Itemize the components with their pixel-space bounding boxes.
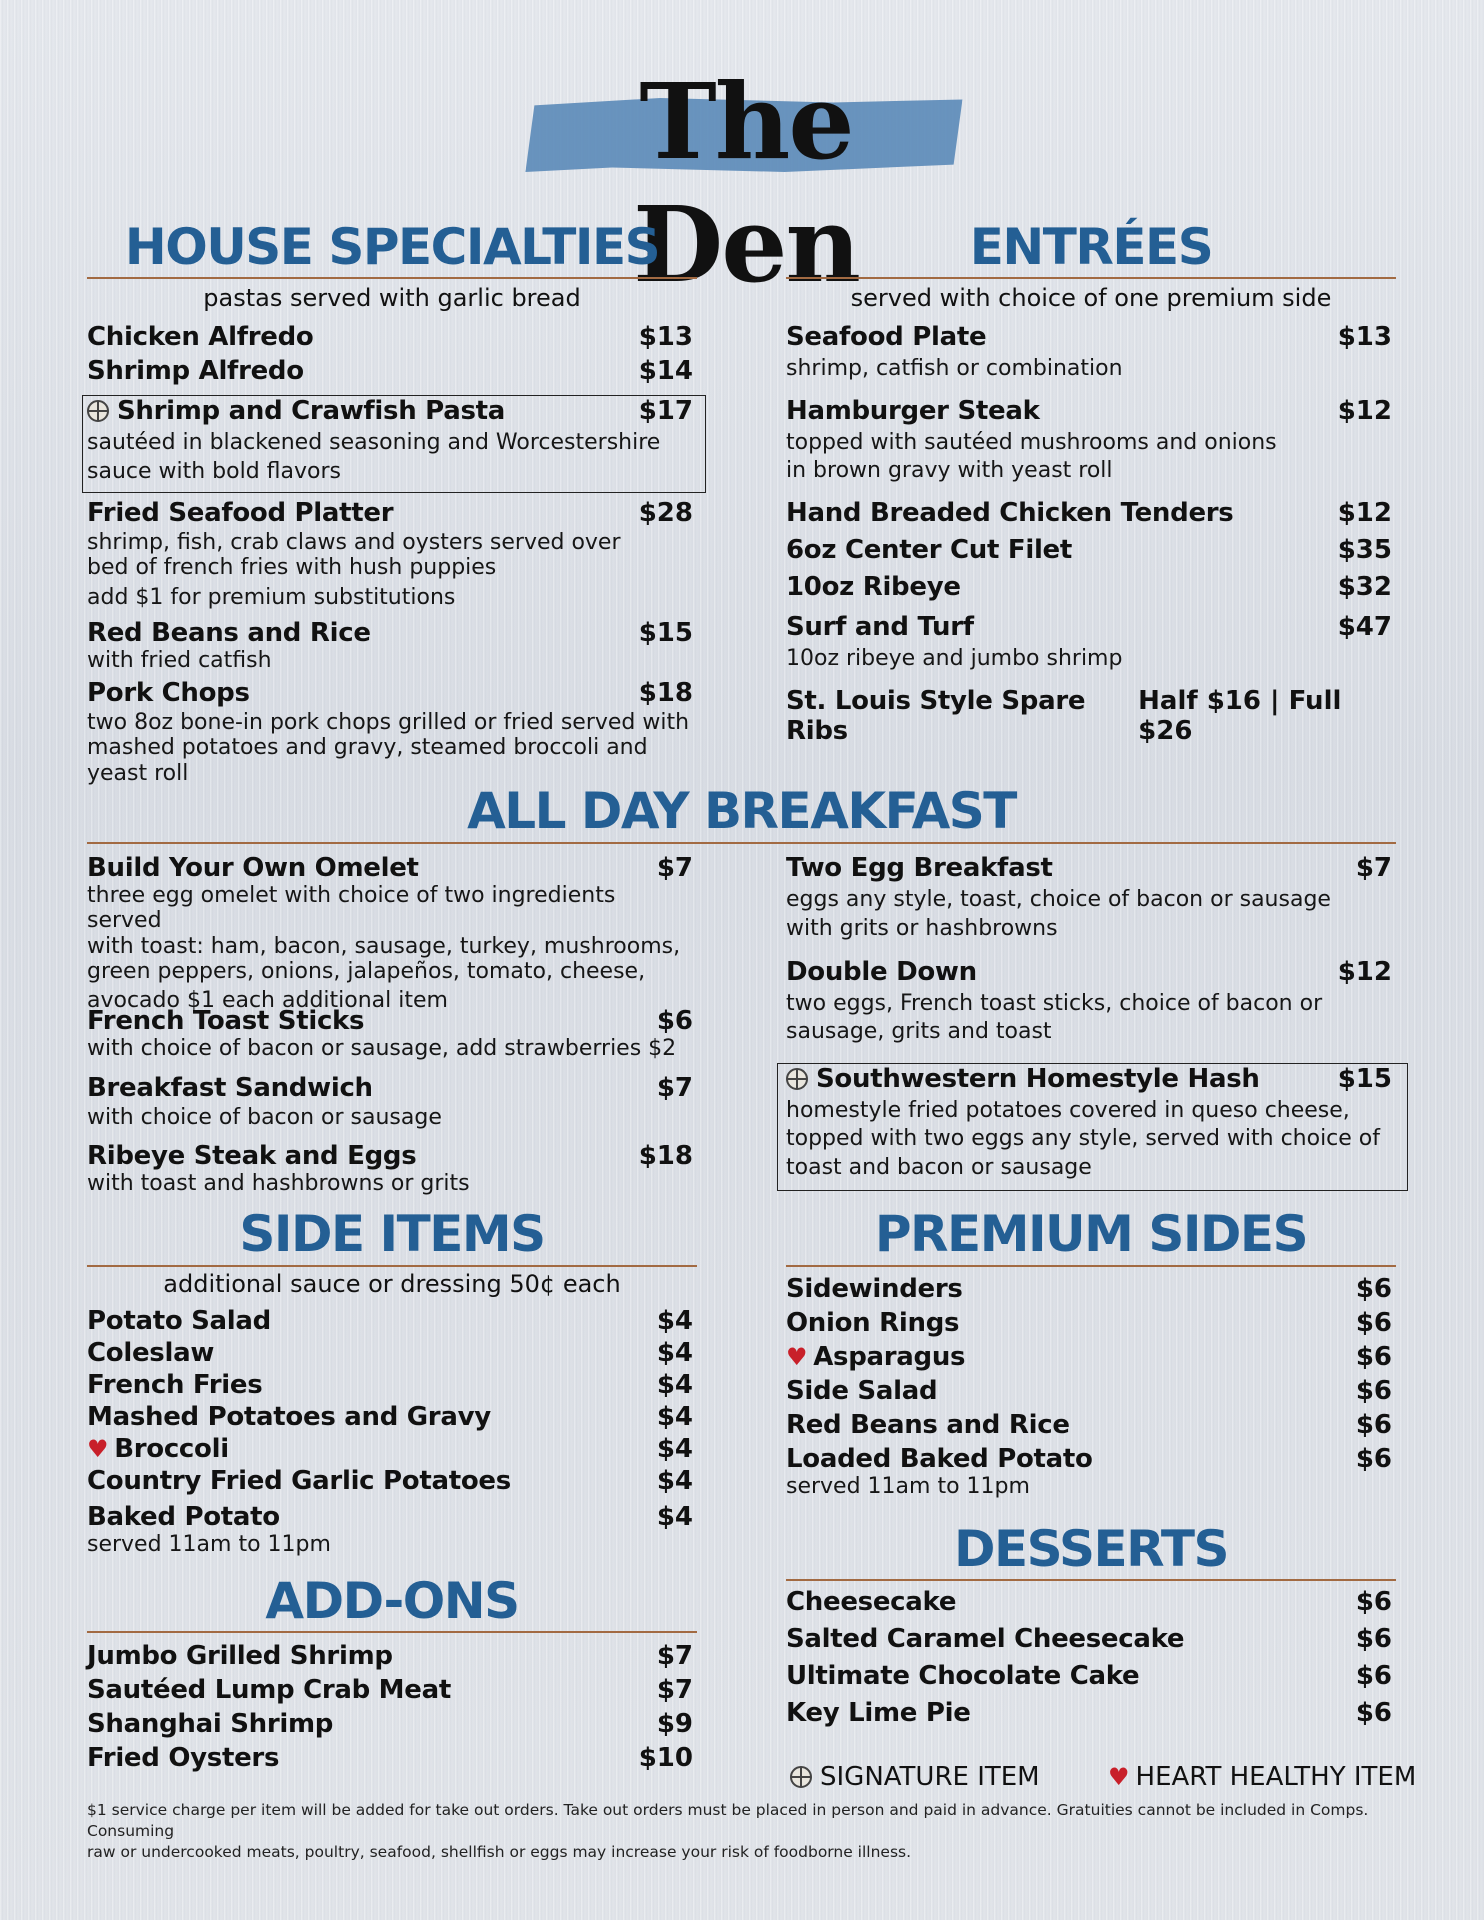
item-price: $12 <box>1337 396 1392 426</box>
legend-heart-healthy-label: HEART HEALTHY ITEM <box>1135 1762 1417 1792</box>
item-name: Side Salad <box>786 1376 938 1406</box>
item-description: three egg omelet with choice of two ingredients served <box>87 883 616 934</box>
item-name: Coleslaw <box>87 1338 215 1368</box>
menu-item <box>786 853 1392 942</box>
legend-signature <box>790 1762 1040 1792</box>
premium-sides-list <box>786 1274 1392 1499</box>
item-name: Two Egg Breakfast <box>786 853 1053 883</box>
item-price: $15 <box>1337 1064 1392 1094</box>
section-rule <box>87 1265 697 1267</box>
item-name: Key Lime Pie <box>786 1698 971 1728</box>
list-item <box>87 1402 693 1434</box>
item-name: Hamburger Steak <box>786 396 1040 426</box>
item-price: $6 <box>1355 1624 1392 1654</box>
item-description: shrimp, fish, crab claws and oysters served over <box>87 530 621 555</box>
item-name: Baked Potato <box>87 1502 280 1532</box>
menu-item <box>87 1073 693 1130</box>
item-price: $7 <box>656 853 693 883</box>
item-price: $7 <box>656 1675 693 1705</box>
item-description: with toast: ham, bacon, sausage, turkey, mushrooms, <box>87 933 681 959</box>
item-description: bed of french fries with hush puppies <box>87 555 497 581</box>
item-price: $12 <box>1337 957 1392 987</box>
section-rule <box>786 1265 1396 1267</box>
item-price: $47 <box>1337 612 1392 642</box>
item-name: Salted Caramel Cheesecake <box>786 1624 1185 1654</box>
section-rule <box>786 1579 1396 1581</box>
desserts-heading: DESSERTS <box>954 1520 1228 1578</box>
menu-item <box>87 1006 693 1061</box>
item-price: Half $16 | Full $26 <box>1138 686 1342 746</box>
item-name: Fried Seafood Platter <box>87 498 394 528</box>
item-price: $12 <box>1337 498 1392 528</box>
menu-item <box>786 535 1392 565</box>
menu-item <box>786 322 1392 381</box>
list-item <box>87 1434 693 1466</box>
item-description: 10oz ribeye and jumbo shrimp <box>786 646 1123 671</box>
item-name: Build Your Own Omelet <box>87 853 419 883</box>
item-price: $4 <box>656 1402 693 1432</box>
list-item <box>786 1587 1392 1624</box>
item-price: $4 <box>656 1306 693 1336</box>
item-name: Sidewinders <box>786 1274 963 1304</box>
item-price: $7 <box>656 1073 693 1103</box>
list-item <box>786 1342 1392 1376</box>
breakfast-heading: ALL DAY BREAKFAST <box>467 782 1016 840</box>
item-description: avocado $1 each additional item <box>87 988 448 1014</box>
list-item <box>786 1698 1392 1735</box>
item-price: $6 <box>1355 1587 1392 1617</box>
entrees-subtitle: served with choice of one premium side <box>850 284 1332 312</box>
menu-item <box>786 396 1392 484</box>
menu-item <box>786 498 1392 528</box>
item-price: $32 <box>1337 572 1392 602</box>
item-description: with fried catfish <box>87 648 272 673</box>
item-description: shrimp, catfish or combination <box>786 356 1123 381</box>
section-rule <box>87 842 1396 844</box>
item-name: Breakfast Sandwich <box>87 1073 373 1103</box>
add-ons-list <box>87 1641 693 1777</box>
list-item <box>87 1306 693 1338</box>
item-name: Ultimate Chocolate Cake <box>786 1661 1140 1691</box>
menu-item <box>87 322 693 352</box>
item-price: $4 <box>656 1370 693 1400</box>
item-name: Red Beans and Rice <box>87 618 371 648</box>
item-price: $10 <box>638 1743 693 1773</box>
item-name: Seafood Plate <box>786 322 987 352</box>
list-item <box>87 1675 693 1709</box>
menu-item <box>87 498 693 610</box>
logo-text: The Den <box>633 60 859 306</box>
item-name: Shrimp and Crawfish Pasta <box>117 396 506 426</box>
item-price: $6 <box>1355 1444 1392 1474</box>
menu-item <box>87 1141 693 1196</box>
item-description: green peppers, onions, jalapeños, tomato, cheese, <box>87 958 646 984</box>
list-item <box>87 1641 693 1675</box>
item-name: Cheesecake <box>786 1587 957 1617</box>
heart-icon: ♥ <box>1108 1763 1130 1791</box>
item-price: $4 <box>656 1502 693 1532</box>
item-price: $14 <box>638 356 693 386</box>
item-description: served 11am to 11pm <box>786 1474 1030 1499</box>
item-name: French Fries <box>87 1370 263 1400</box>
item-name: Pork Chops <box>87 678 250 708</box>
item-name: Surf and Turf <box>786 612 974 642</box>
add-ons-heading: ADD-ONS <box>265 1572 519 1630</box>
list-item <box>786 1410 1392 1444</box>
section-rule <box>87 1631 697 1633</box>
menu-item <box>87 678 693 786</box>
footer-line: $1 service charge per item will be added for take out orders. Take out orders must be placed in person and paid in advance. Gratuities cannot be included in Comps. Consuming <box>87 1801 1369 1840</box>
logo <box>526 40 966 306</box>
item-name: Ribeye Steak and Eggs <box>87 1141 417 1171</box>
section-rule <box>87 277 697 279</box>
item-price: $4 <box>656 1434 693 1464</box>
list-item <box>786 1376 1392 1410</box>
item-name: French Toast Sticks <box>87 1006 365 1036</box>
premium-sides-heading: PREMIUM SIDES <box>874 1205 1308 1263</box>
item-price: $13 <box>638 322 693 352</box>
list-item <box>87 1502 693 1532</box>
item-price: $6 <box>1355 1698 1392 1728</box>
item-name: Fried Oysters <box>87 1743 280 1773</box>
item-price: $9 <box>656 1709 693 1739</box>
menu-item <box>87 618 693 673</box>
item-description: topped with two eggs any style, served with choice of <box>786 1126 1381 1152</box>
item-description: add $1 for premium substitutions <box>87 584 456 610</box>
menu-item <box>786 686 1392 746</box>
side-items-heading: SIDE ITEMS <box>239 1205 545 1263</box>
list-item <box>87 1338 693 1370</box>
list-item <box>786 1274 1392 1308</box>
item-name: Potato Salad <box>87 1306 271 1336</box>
item-description: with choice of bacon or sausage, add strawberries $2 <box>87 1036 677 1061</box>
side-items-subtitle: additional sauce or dressing 50¢ each <box>163 1270 621 1298</box>
menu-item-signature <box>87 396 693 485</box>
item-name: Shrimp Alfredo <box>87 356 304 386</box>
footer-disclaimer <box>87 1800 1402 1863</box>
list-item <box>87 1370 693 1402</box>
item-price: $7 <box>656 1641 693 1671</box>
item-price: $4 <box>656 1338 693 1368</box>
item-price: $6 <box>1355 1308 1392 1338</box>
item-description: homestyle fried potatoes covered in queso cheese, <box>786 1098 1350 1123</box>
menu-item <box>786 957 1392 1045</box>
item-description: eggs any style, toast, choice of bacon or sausage <box>786 887 1331 912</box>
item-name: Double Down <box>786 957 977 987</box>
heart-icon: ♥ <box>87 1435 109 1463</box>
house-specialties-heading: HOUSE SPECIALTIES <box>124 218 660 276</box>
list-item <box>786 1444 1392 1474</box>
list-item <box>87 1709 693 1743</box>
list-item <box>87 1743 693 1777</box>
item-price: $15 <box>638 618 693 648</box>
item-name: 10oz Ribeye <box>786 572 961 602</box>
item-price: $18 <box>638 1141 693 1171</box>
item-price: $17 <box>638 396 693 426</box>
side-items-list <box>87 1306 693 1557</box>
menu-item-signature <box>786 1064 1392 1180</box>
item-description: served 11am to 11pm <box>87 1532 331 1557</box>
item-description: toast and bacon or sausage <box>786 1154 1092 1180</box>
item-name: Shanghai Shrimp <box>87 1709 334 1739</box>
legend-signature-label: SIGNATURE ITEM <box>820 1762 1040 1792</box>
list-item <box>786 1624 1392 1661</box>
signature-icon <box>786 1068 808 1090</box>
legend-heart-healthy <box>1108 1762 1416 1792</box>
item-description: mashed potatoes and gravy, steamed broccoli and yeast roll <box>87 735 648 786</box>
item-description: sausage, grits and toast <box>786 1019 1052 1045</box>
signature-icon <box>87 400 109 422</box>
heart-icon: ♥ <box>786 1343 808 1371</box>
item-price: $13 <box>1337 322 1392 352</box>
item-price: $35 <box>1337 535 1392 565</box>
item-name: Onion Rings <box>786 1308 960 1338</box>
item-description: with toast and hashbrowns or grits <box>87 1171 470 1196</box>
item-description: topped with sautéed mushrooms and onions <box>786 430 1277 455</box>
item-name: Asparagus <box>813 1342 966 1372</box>
menu-item <box>87 853 693 1013</box>
item-price: $18 <box>638 678 693 708</box>
item-name: Southwestern Homestyle Hash <box>816 1064 1260 1094</box>
item-name: Broccoli <box>114 1434 229 1464</box>
item-price: $7 <box>1355 853 1392 883</box>
item-description: with grits or hashbrowns <box>786 916 1058 942</box>
item-description: with choice of bacon or sausage <box>87 1105 442 1130</box>
item-description: two eggs, French toast sticks, choice of bacon or <box>786 991 1323 1016</box>
item-description: sautéed in blackened seasoning and Worcestershire <box>87 430 661 455</box>
item-name: Chicken Alfredo <box>87 322 314 352</box>
item-price: $6 <box>1355 1376 1392 1406</box>
list-item <box>786 1661 1392 1698</box>
list-item <box>786 1308 1392 1342</box>
item-name: Loaded Baked Potato <box>786 1444 1093 1474</box>
menu-item <box>786 612 1392 671</box>
desserts-list <box>786 1587 1392 1735</box>
item-name: Mashed Potatoes and Gravy <box>87 1402 491 1432</box>
item-price: $6 <box>1355 1410 1392 1440</box>
item-description: sauce with bold flavors <box>87 459 341 485</box>
item-price: $6 <box>1355 1661 1392 1691</box>
item-name: 6oz Center Cut Filet <box>786 535 1073 565</box>
item-description: two 8oz bone-in pork chops grilled or fried served with <box>87 710 690 735</box>
menu-item <box>786 572 1392 602</box>
item-price: $28 <box>638 498 693 528</box>
house-specialties-subtitle: pastas served with garlic bread <box>203 284 581 312</box>
item-name: St. Louis Style Spare Ribs <box>786 686 1086 746</box>
section-rule <box>786 277 1396 279</box>
footer-line: raw or undercooked meats, poultry, seafood, shellfish or eggs may increase your risk of foodborne illness. <box>87 1842 912 1861</box>
item-description: in brown gravy with yeast roll <box>786 458 1113 484</box>
item-name: Hand Breaded Chicken Tenders <box>786 498 1234 528</box>
item-price: $6 <box>1355 1274 1392 1304</box>
item-name: Country Fried Garlic Potatoes <box>87 1466 511 1496</box>
item-price: $6 <box>656 1006 693 1036</box>
item-name: Jumbo Grilled Shrimp <box>87 1641 393 1671</box>
item-name: Sautéed Lump Crab Meat <box>87 1675 451 1705</box>
item-price: $4 <box>656 1466 693 1496</box>
menu-item <box>87 356 693 386</box>
item-price: $6 <box>1355 1342 1392 1372</box>
entrees-heading: ENTRÉES <box>969 218 1213 276</box>
item-name: Red Beans and Rice <box>786 1410 1070 1440</box>
list-item <box>87 1466 693 1502</box>
signature-icon <box>790 1766 812 1788</box>
